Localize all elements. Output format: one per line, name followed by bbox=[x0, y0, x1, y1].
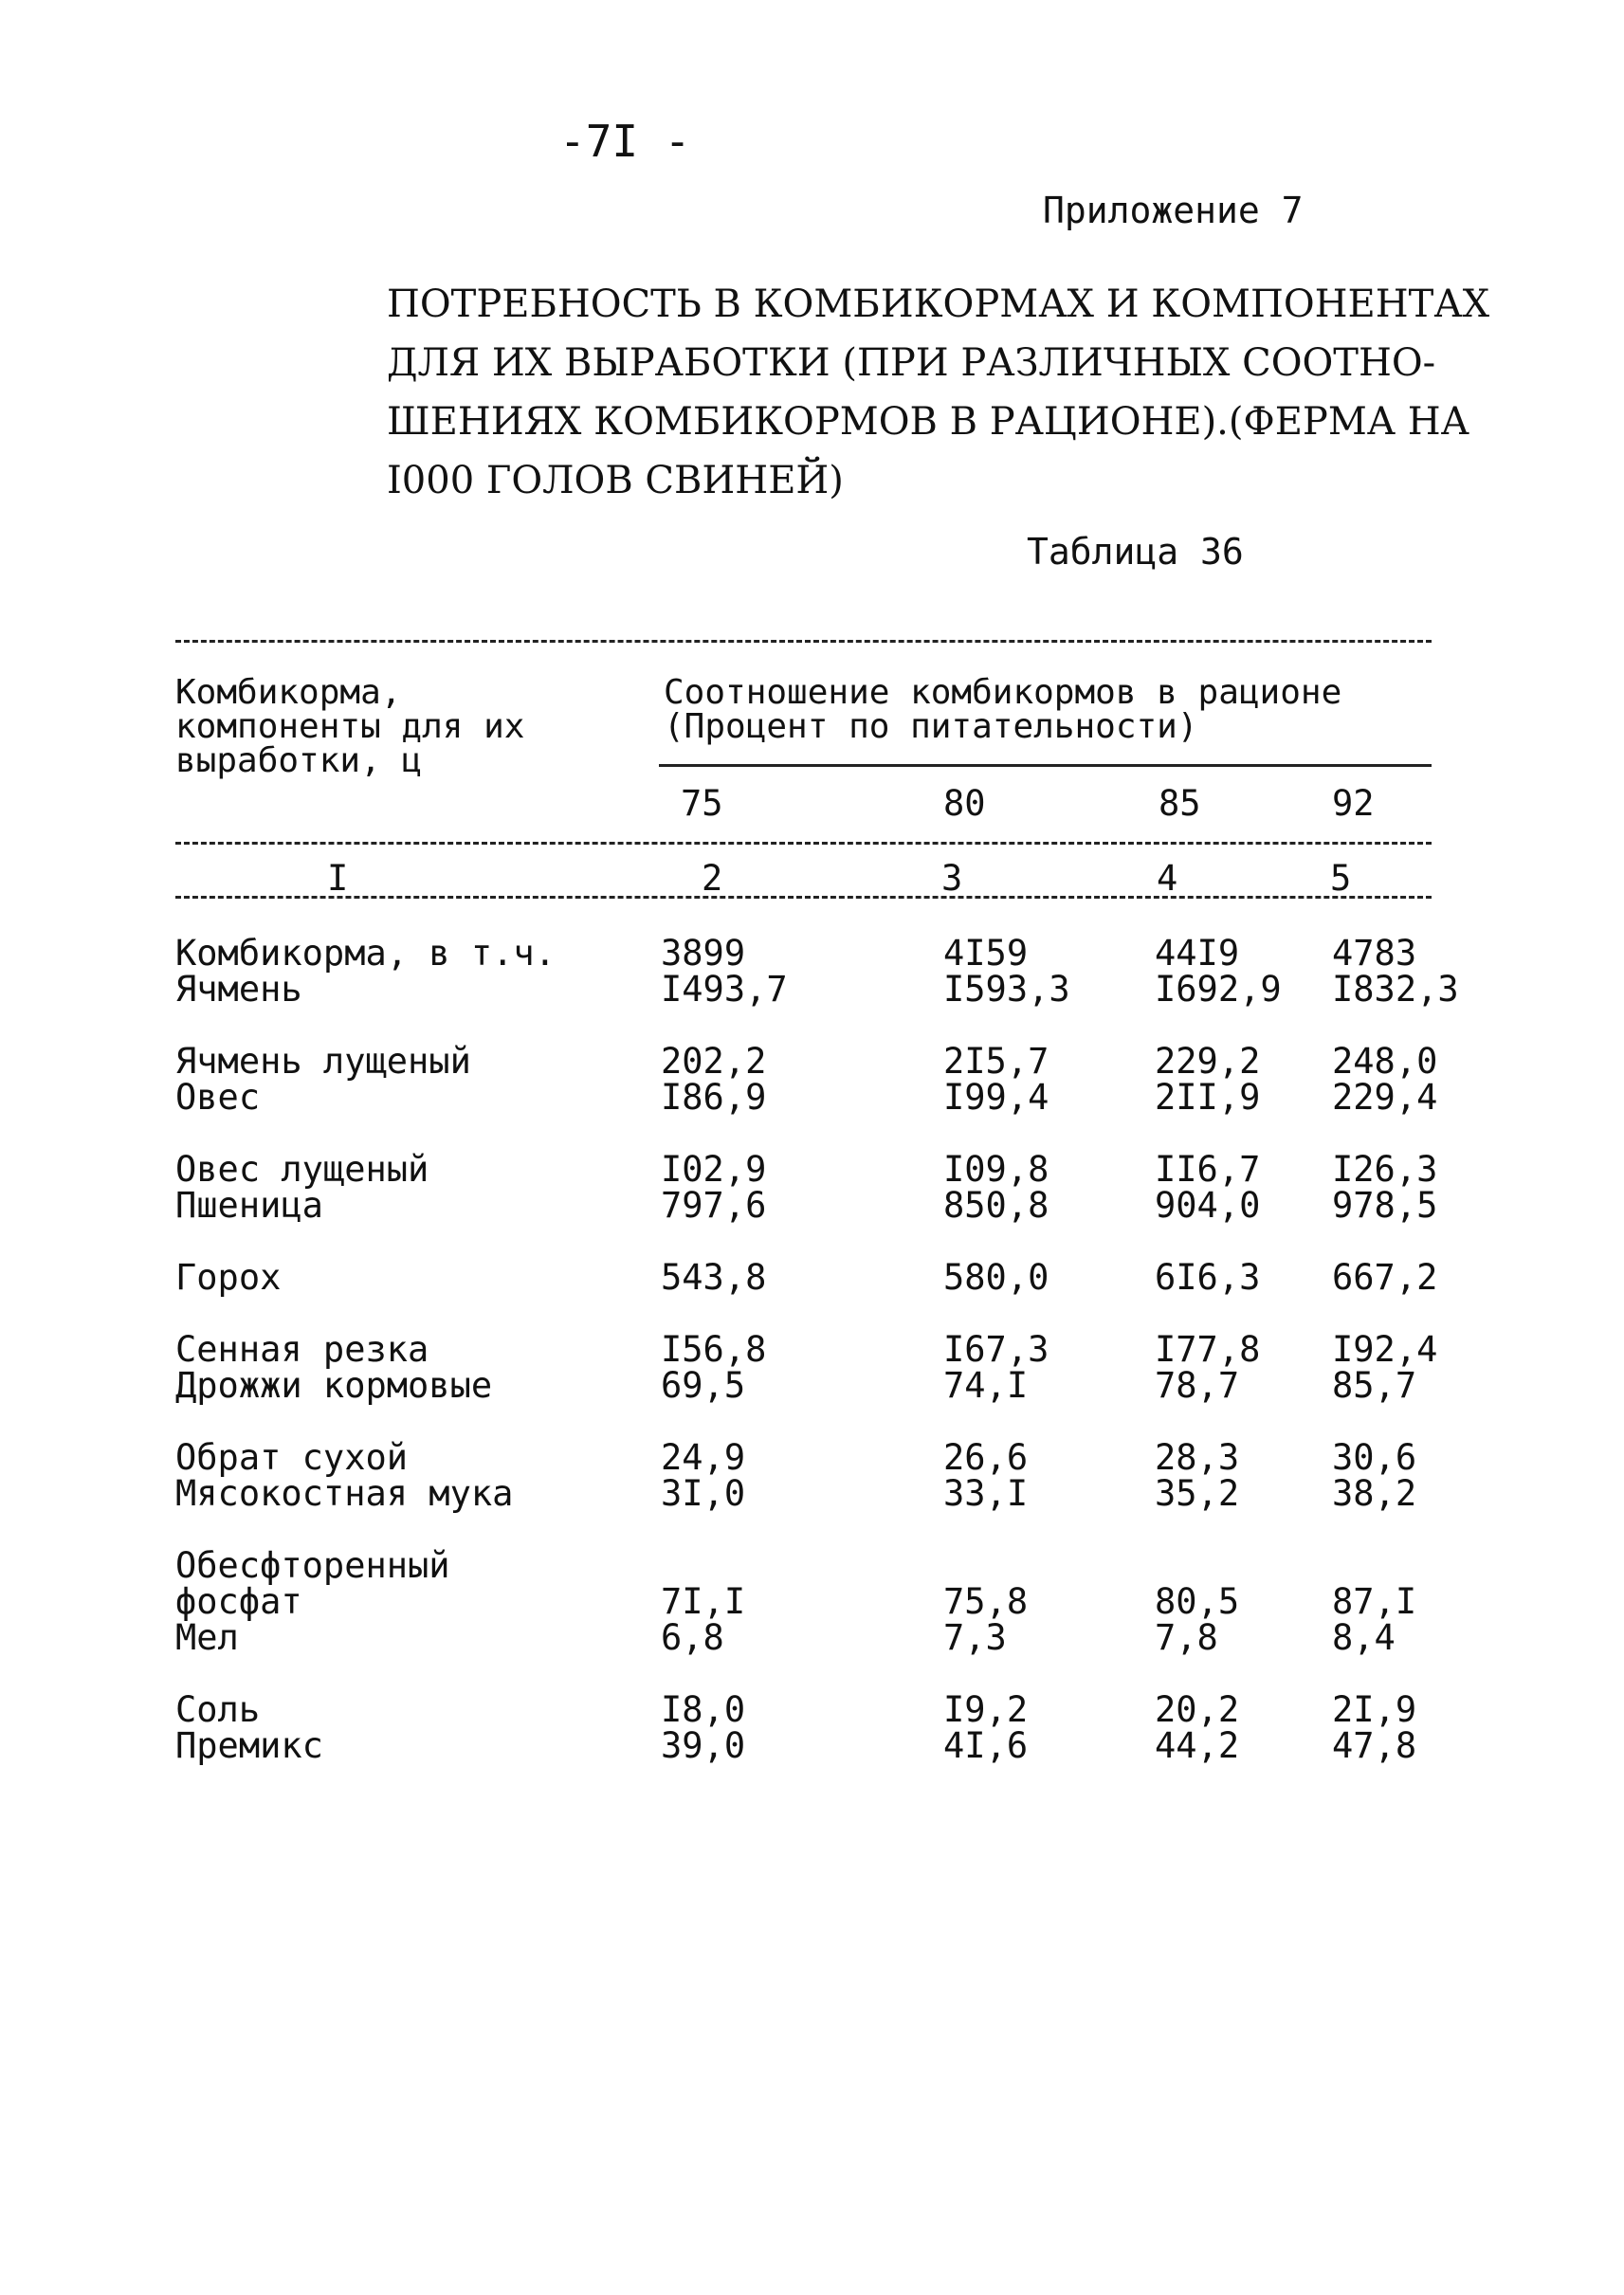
title-line: I000 ГОЛОВ СВИНЕЙ) bbox=[387, 459, 844, 502]
header-left bbox=[175, 673, 525, 780]
header-divider-rule bbox=[175, 842, 1432, 845]
table-cell: 6I6,3 bbox=[1155, 1257, 1261, 1298]
table-cell: 20,2 bbox=[1155, 1689, 1240, 1730]
row-label: Дрожжи кормовые bbox=[175, 1365, 493, 1406]
table-cell: 3I,0 bbox=[661, 1473, 746, 1514]
column-number-rule bbox=[175, 896, 1432, 899]
col-number: 4 bbox=[1157, 858, 1178, 899]
table-cell: I92,4 bbox=[1332, 1329, 1438, 1370]
table-cell: I832,3 bbox=[1332, 969, 1459, 1010]
table-cell: I26,3 bbox=[1332, 1149, 1438, 1190]
row-label: фосфат bbox=[175, 1581, 302, 1622]
table-cell: 2I5,7 bbox=[943, 1041, 1049, 1082]
table-cell: 7I,I bbox=[661, 1581, 746, 1622]
table-cell: 6,8 bbox=[661, 1617, 724, 1658]
row-label: Ячмень bbox=[175, 969, 302, 1010]
table-cell: 543,8 bbox=[661, 1257, 767, 1298]
table-cell: 85,7 bbox=[1332, 1365, 1417, 1406]
row-label: Мясокостная мука bbox=[175, 1473, 514, 1514]
header-right bbox=[664, 673, 1342, 746]
table-cell: 78,7 bbox=[1155, 1365, 1240, 1406]
row-label: Ячмень лущеный bbox=[175, 1041, 471, 1082]
table-cell: I86,9 bbox=[661, 1077, 767, 1118]
table-cell: 850,8 bbox=[943, 1185, 1049, 1226]
table-cell: 38,2 bbox=[1332, 1473, 1417, 1514]
ratio-92: 92 bbox=[1332, 783, 1375, 824]
row-label: Соль bbox=[175, 1689, 261, 1730]
table-cell: 69,5 bbox=[661, 1365, 746, 1406]
table-cell: 28,3 bbox=[1155, 1437, 1240, 1478]
row-label: Сенная резка bbox=[175, 1329, 429, 1370]
ratio-80: 80 bbox=[943, 783, 986, 824]
table-cell: 39,0 bbox=[661, 1725, 746, 1766]
table-cell: I02,9 bbox=[661, 1149, 767, 1190]
table-cell: 26,6 bbox=[943, 1437, 1029, 1478]
table-cell: I99,4 bbox=[943, 1077, 1049, 1118]
table-cell: 667,2 bbox=[1332, 1257, 1438, 1298]
table-cell: 229,4 bbox=[1332, 1077, 1438, 1118]
table-cell: 24,9 bbox=[661, 1437, 746, 1478]
page-number: -7I - bbox=[559, 116, 691, 167]
table-cell: 4I59 bbox=[943, 933, 1029, 974]
col-number: 5 bbox=[1330, 858, 1352, 899]
table-cell: I56,8 bbox=[661, 1329, 767, 1370]
table-cell: 904,0 bbox=[1155, 1185, 1261, 1226]
table-cell: 2I,9 bbox=[1332, 1689, 1417, 1730]
table-cell: 47,8 bbox=[1332, 1725, 1417, 1766]
header-left-line: Комбикорма, bbox=[175, 673, 402, 712]
table-cell: 44,2 bbox=[1155, 1725, 1240, 1766]
table-cell: 978,5 bbox=[1332, 1185, 1438, 1226]
ratio-75: 75 bbox=[681, 783, 723, 824]
table-cell: I593,3 bbox=[943, 969, 1070, 1010]
header-left-line: компоненты для их bbox=[175, 707, 525, 746]
table-cell: 202,2 bbox=[661, 1041, 767, 1082]
table-cell: 248,0 bbox=[1332, 1041, 1438, 1082]
table-cell: 44I9 bbox=[1155, 933, 1240, 974]
table-cell: 87,I bbox=[1332, 1581, 1417, 1622]
table-cell: 229,2 bbox=[1155, 1041, 1261, 1082]
table-cell: I9,2 bbox=[943, 1689, 1029, 1730]
row-label: Мел bbox=[175, 1617, 239, 1658]
row-label: Премикс bbox=[175, 1725, 323, 1766]
table-cell: 80,5 bbox=[1155, 1581, 1240, 1622]
col-number: I bbox=[327, 858, 349, 899]
appendix-label: Приложение 7 bbox=[1043, 190, 1304, 231]
table-cell: 75,8 bbox=[943, 1581, 1029, 1622]
header-left-line: выработки, ц bbox=[175, 741, 423, 780]
row-label: Комбикорма, в т.ч. bbox=[175, 933, 556, 974]
table-cell: 35,2 bbox=[1155, 1473, 1240, 1514]
table-cell: I67,3 bbox=[943, 1329, 1049, 1370]
table-cell: I493,7 bbox=[661, 969, 788, 1010]
table-cell: 580,0 bbox=[943, 1257, 1049, 1298]
title-line: ДЛЯ ИХ ВЫРАБОТКИ (ПРИ РАЗЛИЧНЫХ СООТНО- bbox=[387, 341, 1436, 385]
row-label: Обрат сухой bbox=[175, 1437, 409, 1478]
table-cell: 797,6 bbox=[661, 1185, 767, 1226]
table-cell: 8,4 bbox=[1332, 1617, 1396, 1658]
table-cell: II6,7 bbox=[1155, 1149, 1261, 1190]
row-label: Пшеница bbox=[175, 1185, 323, 1226]
col-number: 3 bbox=[941, 858, 963, 899]
document-title bbox=[387, 275, 1490, 510]
table-cell: 4I,6 bbox=[943, 1725, 1029, 1766]
row-label: Овес bbox=[175, 1077, 261, 1118]
row-label: Горох bbox=[175, 1257, 282, 1298]
table-label: Таблица 36 bbox=[1027, 531, 1244, 573]
ratio-85: 85 bbox=[1159, 783, 1201, 824]
table-cell: 3899 bbox=[661, 933, 746, 974]
header-right-line: Соотношение комбикормов в рационе bbox=[664, 673, 1342, 712]
header-right-line: (Процент по питательности) bbox=[664, 707, 1198, 746]
table-cell: 2II,9 bbox=[1155, 1077, 1261, 1118]
table-cell: 74,I bbox=[943, 1365, 1029, 1406]
row-label: Овес лущеный bbox=[175, 1149, 429, 1190]
title-line: ШЕНИЯХ КОМБИКОРМОВ В РАЦИОНЕ).(ФЕРМА НА bbox=[387, 400, 1469, 444]
table-cell: I692,9 bbox=[1155, 969, 1282, 1010]
table-cell: 7,8 bbox=[1155, 1617, 1218, 1658]
table-cell: 7,3 bbox=[943, 1617, 1007, 1658]
header-underline bbox=[659, 764, 1432, 767]
table-cell: I77,8 bbox=[1155, 1329, 1261, 1370]
table-cell: I09,8 bbox=[943, 1149, 1049, 1190]
table-cell: 33,I bbox=[943, 1473, 1029, 1514]
table-cell: 4783 bbox=[1332, 933, 1417, 974]
row-label: Обесфторенный bbox=[175, 1545, 450, 1586]
table-cell: I8,0 bbox=[661, 1689, 746, 1730]
table-top-rule bbox=[175, 640, 1432, 643]
title-line: ПОТРЕБНОСТЬ В КОМБИКОРМАХ И КОМПОНЕНТАХ bbox=[387, 282, 1490, 326]
col-number: 2 bbox=[702, 858, 723, 899]
table-cell: 30,6 bbox=[1332, 1437, 1417, 1478]
